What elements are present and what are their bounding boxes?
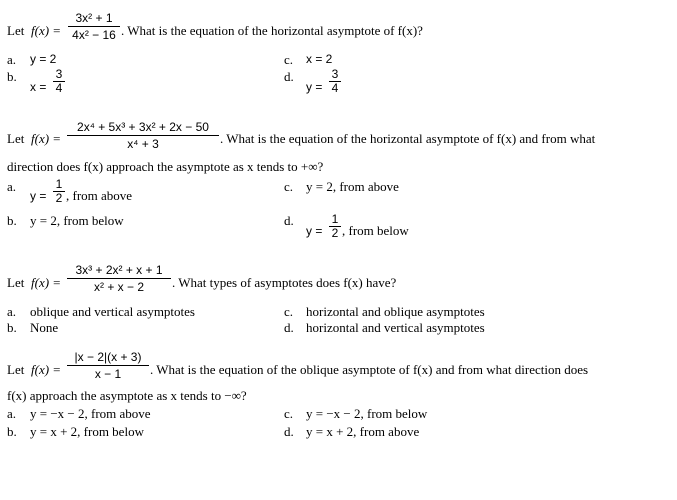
q2-option-a-fraction <box>53 178 65 205</box>
q2-option-a-tail: , from above <box>66 188 133 203</box>
q4-stem-prefix: Let <box>7 362 25 377</box>
q2-option-a-denominator: 2 <box>55 191 63 205</box>
q1-option-d-fraction <box>329 68 341 95</box>
q2-option-d-fraction <box>329 213 341 240</box>
q2-option-b[interactable]: y = 2, from below <box>30 213 124 228</box>
q1-stem-prefix: Let <box>7 23 25 38</box>
q3-option-b-letter: b. <box>7 320 17 335</box>
q1-numerator: 3x² + 1 <box>68 11 120 27</box>
q4-numerator: |x − 2|(x + 3) <box>67 350 149 366</box>
q2-stem-suffix: . What is the equation of the horizontal asymptote of f(x) and from what <box>220 131 596 146</box>
q3-option-c[interactable]: horizontal and oblique asymptotes <box>306 304 485 319</box>
q3-option-d-letter: d. <box>284 320 294 335</box>
q3-option-c-letter: c. <box>284 304 294 319</box>
q4-stem-line2: f(x) approach the asymptote as x tends to −∞? <box>7 388 247 403</box>
q2-stem-line2: direction does f(x) approach the asymptote as x tends to +∞? <box>7 159 324 174</box>
q3-stem-prefix: Let <box>7 275 25 290</box>
q4-option-c[interactable]: y = −x − 2, from below <box>306 406 428 421</box>
q3-stem-suffix: . What types of asymptotes does f(x) have? <box>172 275 397 290</box>
q2-function-label: f(x) = <box>31 131 62 146</box>
q1-stem-suffix: . What is the equation of the horizontal asymptote of f(x)? <box>121 23 423 38</box>
q1-option-b-fraction <box>53 68 65 95</box>
q2-option-a-lead: y = <box>30 189 47 203</box>
q3-option-a[interactable]: oblique and vertical asymptotes <box>30 304 195 319</box>
q3-numerator: 3x³ + 2x² + x + 1 <box>67 263 171 279</box>
q2-option-d-denominator: 2 <box>331 226 339 240</box>
q1-option-d-numerator: 3 <box>329 68 341 82</box>
q4-option-d-letter: d. <box>284 424 294 439</box>
q1-fraction <box>68 11 120 42</box>
q1-option-b-numerator: 3 <box>53 68 65 82</box>
q2-option-c[interactable]: y = 2, from above <box>306 179 399 194</box>
q2-denominator: x⁴ + 3 <box>127 137 159 151</box>
q2-option-a-numerator: 1 <box>53 178 65 192</box>
q2-option-b-letter: b. <box>7 213 17 228</box>
q3-option-d[interactable]: horizontal and vertical asymptotes <box>306 320 485 335</box>
q2-option-d-letter: d. <box>284 213 294 228</box>
q2-option-d-tail: , from below <box>342 223 409 238</box>
q1-option-b-denominator: 4 <box>55 81 63 95</box>
q3-option-b[interactable]: None <box>30 320 59 335</box>
q2-option-c-letter: c. <box>284 179 294 194</box>
q2-option-a-letter: a. <box>7 179 17 194</box>
q4-denominator: x − 1 <box>94 367 122 381</box>
q3-function-label: f(x) = <box>31 275 62 290</box>
q4-option-d[interactable]: y = x + 2, from above <box>306 424 420 439</box>
q1-option-d-letter: d. <box>284 69 294 84</box>
q2-fraction <box>67 120 219 151</box>
q1-option-d-denominator: 4 <box>331 81 339 95</box>
q1-function-label: f(x) = <box>31 23 62 38</box>
q4-stem-suffix: . What is the equation of the oblique asymptote of f(x) and from what direction does <box>150 362 589 377</box>
q1-option-a[interactable]: y = 2 <box>30 52 57 66</box>
q4-option-c-letter: c. <box>284 406 294 421</box>
q2-stem-prefix: Let <box>7 131 25 146</box>
q1-option-a-letter: a. <box>7 52 17 67</box>
q1-option-d-lead: y = <box>306 80 323 94</box>
q1-denominator: 4x² − 16 <box>72 28 116 42</box>
q4-option-a-letter: a. <box>7 406 17 421</box>
q2-option-d-numerator: 1 <box>329 213 341 227</box>
q1-option-c-letter: c. <box>284 52 294 67</box>
q4-fraction <box>67 350 149 381</box>
q2-option-d-lead: y = <box>306 224 323 238</box>
q1-option-c[interactable]: x = 2 <box>306 52 333 66</box>
q2-numerator: 2x⁴ + 5x³ + 3x² + 2x − 50 <box>67 120 219 136</box>
q4-option-b-letter: b. <box>7 424 17 439</box>
q1-option-b-lead: x = <box>30 80 47 94</box>
q1-option-b-letter: b. <box>7 69 17 84</box>
q4-option-b[interactable]: y = x + 2, from below <box>30 424 144 439</box>
q3-denominator: x² + x − 2 <box>93 280 145 294</box>
q3-option-a-letter: a. <box>7 304 17 319</box>
q3-fraction <box>67 263 171 294</box>
q4-function-label: f(x) = <box>31 362 62 377</box>
q4-option-a[interactable]: y = −x − 2, from above <box>30 406 151 421</box>
